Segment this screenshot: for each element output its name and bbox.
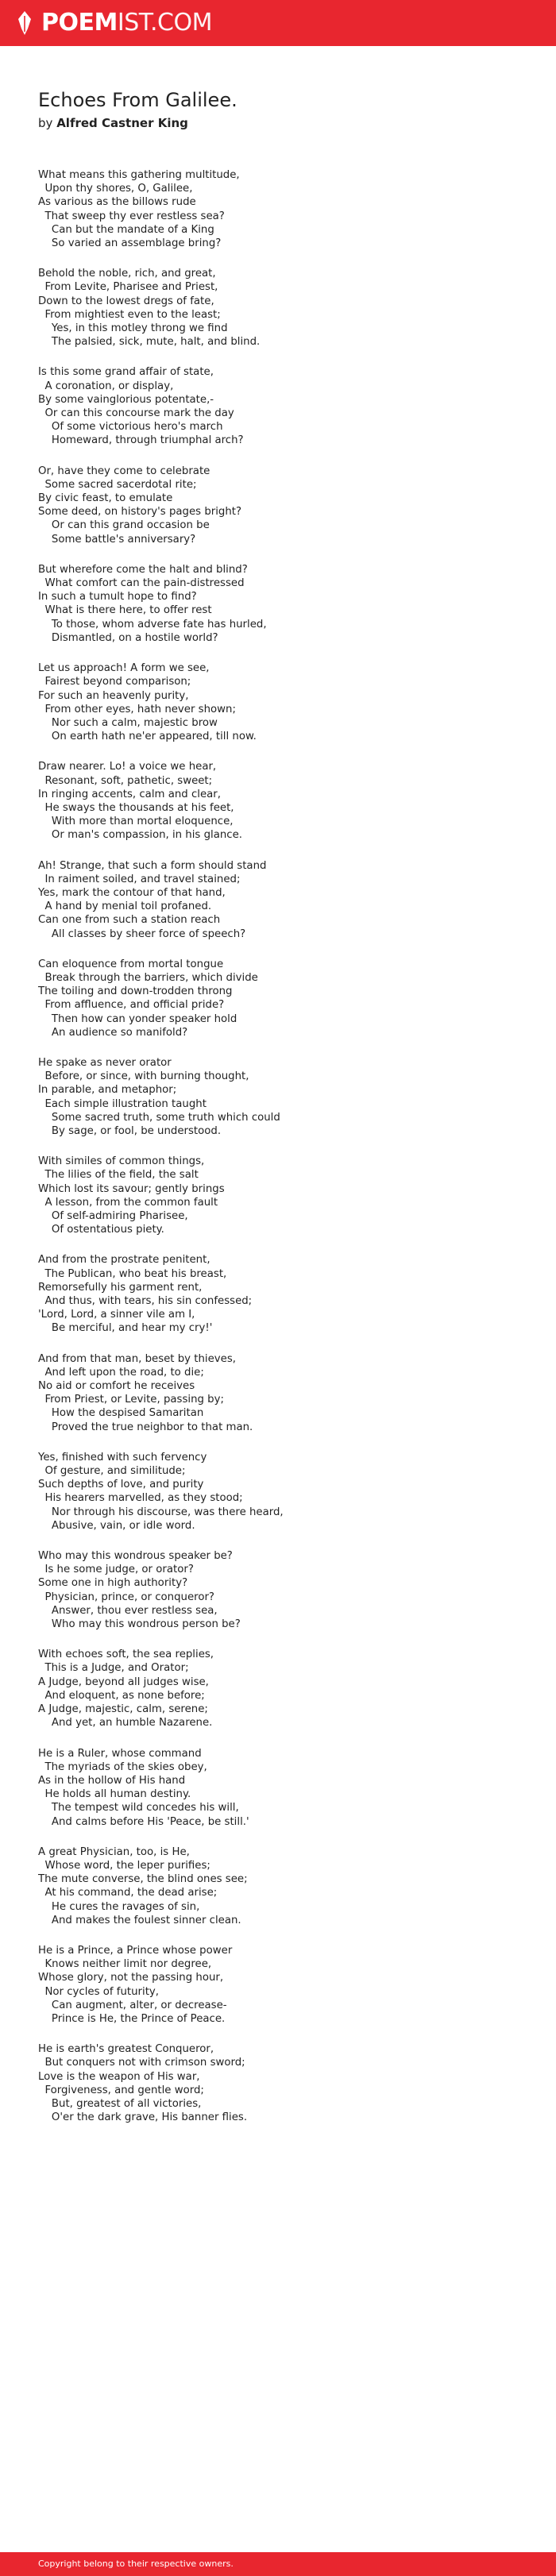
poem-line: Some one in high authority?	[38, 1577, 188, 1590]
poem-line: He is earth's greatest Conqueror,	[38, 2043, 214, 2056]
poem-line: In ringing accents, calm and clear,	[38, 788, 221, 800]
poem-line: Physician, prince, or conqueror?	[38, 1591, 214, 1603]
poem-line: Prince is He, the Prince of Peace.	[38, 2012, 226, 2025]
poem-line: Nor such a calm, majestic brow	[38, 716, 218, 729]
stanza	[38, 1056, 531, 1138]
poem-line: The Publican, who beat his breast,	[38, 1267, 227, 1280]
poem-line: Then how can yonder speaker hold	[38, 1012, 237, 1025]
poem-line: And thus, with tears, his sin confessed;	[38, 1295, 253, 1308]
poem-line: Fairest beyond comparison;	[38, 676, 191, 688]
poem-line: As in the hollow of His hand	[38, 1774, 186, 1787]
poem-line: Can augment, alter, or decrease-	[38, 1999, 227, 2011]
poem-line: From mightiest even to the least;	[38, 308, 221, 321]
poem-line: Who may this wondrous speaker be?	[38, 1550, 233, 1563]
site-footer	[0, 2552, 556, 2576]
poem-line: Upon thy shores, O, Galilee,	[38, 183, 193, 195]
poem-line: The palsied, sick, mute, halt, and blind.	[38, 336, 261, 349]
stanza	[38, 1944, 531, 2026]
stanza	[38, 1648, 531, 1730]
stanza	[38, 1253, 531, 1335]
poem-line: He cures the ravages of sin,	[38, 1900, 200, 1913]
poem-line: He is a Ruler, whose command	[38, 1747, 202, 1760]
poem-line: And from the prostrate penitent,	[38, 1254, 210, 1267]
poem-line: And from that man, beset by thieves,	[38, 1352, 236, 1365]
poem-line: Some battle's anniversary?	[38, 533, 196, 546]
site-logo[interactable]	[17, 7, 212, 39]
stanza	[38, 1155, 531, 1236]
copyright-text: Copyright belong to their respective owners.	[38, 2559, 234, 2569]
poem-line: So varied an assemblage bring?	[38, 237, 222, 250]
poem-line: From Priest, or Levite, passing by;	[38, 1394, 224, 1406]
stanza	[38, 1845, 531, 1927]
poem-line: And left upon the road, to die;	[38, 1366, 204, 1379]
poem-line: Love is the weapon of His war,	[38, 2070, 200, 2083]
logo-text-bold: POEM	[41, 9, 118, 37]
poem-line: Behold the noble, rich, and great,	[38, 268, 216, 280]
poem-line: For such an heavenly purity,	[38, 689, 189, 702]
poem-line: Whose glory, not the passing hour,	[38, 1972, 224, 1984]
poem-line: That sweep thy ever restless sea?	[38, 210, 225, 222]
poem-line: Resonant, soft, pathetic, sweet;	[38, 774, 213, 787]
poem-line: How the despised Samaritan	[38, 1407, 204, 1420]
poem-line: To those, whom adverse fate has hurled,	[38, 618, 267, 631]
stanza	[38, 267, 531, 349]
stanza	[38, 859, 531, 941]
poem-line: Remorsefully his garment rent,	[38, 1281, 203, 1294]
poem-line: No aid or comfort he receives	[38, 1380, 195, 1393]
poem-line: Answer, thou ever restless sea,	[38, 1604, 218, 1617]
poem-line: Of ostentatious piety.	[38, 1224, 164, 1236]
byline	[38, 114, 531, 132]
poem-line: Draw nearer. Lo! a voice we hear,	[38, 761, 217, 773]
poem-line: Yes, in this motley throng we find	[38, 322, 228, 335]
poem-line: Can one from such a station reach	[38, 914, 221, 927]
stanza	[38, 958, 531, 1039]
poem-line: Nor through his discourse, was there heard,	[38, 1506, 284, 1518]
poem-line: The lilies of the field, the salt	[38, 1169, 199, 1182]
poem-line: Can eloquence from mortal tongue	[38, 958, 224, 970]
poem-line: A coronation, or display,	[38, 380, 174, 392]
poem-line: Of some victorious hero's march	[38, 421, 223, 434]
poem-line: Some deed, on history's pages bright?	[38, 506, 242, 519]
poem-line: And makes the foulest sinner clean.	[38, 1914, 241, 1926]
poem-line: The myriads of the skies obey,	[38, 1760, 207, 1773]
poem-title: Echoes From Galilee.	[38, 89, 237, 111]
poem-line: Which lost its savour; gently brings	[38, 1182, 225, 1195]
poem-line: In such a tumult hope to find?	[38, 591, 197, 604]
quill-icon	[17, 11, 32, 35]
poem-line: As various as the billows rude	[38, 196, 196, 209]
poem-line: What is there here, to offer rest	[38, 604, 212, 617]
poem-line: In parable, and metaphor;	[38, 1084, 177, 1097]
poem-line: A Judge, majestic, calm, serene;	[38, 1703, 208, 1716]
poem-line: Whose word, the leper purifies;	[38, 1859, 210, 1872]
poem-line: What means this gathering multitude,	[38, 169, 240, 181]
poem-line: Such depths of love, and purity	[38, 1479, 204, 1491]
poem-line: He sways the thousands at his feet,	[38, 801, 234, 814]
poem-line: He is a Prince, a Prince whose power	[38, 1944, 233, 1957]
poem-line: He holds all human destiny.	[38, 1788, 191, 1801]
poem-line: Or, have they come to celebrate	[38, 465, 210, 477]
poem-line: Proved the true neighbor to that man.	[38, 1421, 253, 1433]
poem-line: Or can this concourse mark the day	[38, 407, 234, 420]
poem-line: Break through the barriers, which divide	[38, 971, 258, 984]
poem-line: 'Lord, Lord, a sinner vile am I,	[38, 1309, 195, 1321]
stanza	[38, 1451, 531, 1533]
stanza	[38, 1352, 531, 1434]
poem-line: Or can this grand occasion be	[38, 519, 210, 532]
stanza	[38, 2042, 531, 2124]
poem-line: Yes, finished with such fervency	[38, 1451, 207, 1463]
poem-line: Abusive, vain, or idle word.	[38, 1519, 195, 1532]
poem-line: An audience so manifold?	[38, 1026, 188, 1039]
poem-line: A great Physician, too, is He,	[38, 1845, 190, 1858]
poem-line: Each simple illustration taught	[38, 1097, 207, 1110]
poem-line: Is he some judge, or orator?	[38, 1564, 194, 1576]
stanza	[38, 1549, 531, 1631]
poem-line: With echoes soft, the sea replies,	[38, 1649, 214, 1661]
poem-line: Knows neither limit nor degree,	[38, 1958, 212, 1971]
poem-line: The toiling and down-trodden throng	[38, 985, 233, 998]
poem-line: His hearers marvelled, as they stood;	[38, 1492, 243, 1505]
stanza	[38, 760, 531, 842]
poem-line: But, greatest of all victories,	[38, 2097, 202, 2110]
poem-line: Homeward, through triumphal arch?	[38, 434, 244, 447]
poem-line: With similes of common things,	[38, 1155, 205, 1168]
poem-line: Forgiveness, and gentle word;	[38, 2084, 204, 2096]
stanza	[38, 465, 531, 546]
poem-line: O'er the dark grave, His banner flies.	[38, 2111, 248, 2124]
poem-body	[38, 168, 531, 2124]
poem-line: Down to the lowest dregs of fate,	[38, 295, 214, 307]
stanza	[38, 661, 531, 743]
poem-line: Is this some grand affair of state,	[38, 366, 214, 379]
poem-line: A Judge, beyond all judges wise,	[38, 1676, 209, 1688]
poem-line: By sage, or fool, be understood.	[38, 1124, 222, 1137]
poem-line: Of gesture, and similitude;	[38, 1465, 186, 1478]
site-logo-text	[41, 7, 212, 39]
poem-line: Or man's compassion, in his glance.	[38, 829, 243, 842]
poem-line: Dismantled, on a hostile world?	[38, 631, 218, 644]
poem-line: With more than mortal eloquence,	[38, 816, 234, 828]
author-name[interactable]: Alfred Castner King	[56, 116, 188, 130]
poem-line: From Levite, Pharisee and Priest,	[38, 281, 218, 294]
poem-line: From affluence, and official pride?	[38, 999, 225, 1012]
poem-line: Be merciful, and hear my cry!'	[38, 1322, 213, 1335]
stanza	[38, 1747, 531, 1829]
poem-line: Before, or since, with burning thought,	[38, 1070, 249, 1083]
poem-line: The mute converse, the blind ones see;	[38, 1873, 248, 1886]
poem-line: This is a Judge, and Orator;	[38, 1662, 189, 1675]
poem-line: A lesson, from the common fault	[38, 1196, 218, 1209]
poem-line: From other eyes, hath never shown;	[38, 703, 236, 715]
site-header	[0, 0, 556, 46]
stanza	[38, 365, 531, 447]
poem-line: And calms before His 'Peace, be still.'	[38, 1815, 249, 1828]
poem-line: In raiment soiled, and travel stained;	[38, 873, 241, 885]
poem-line: What comfort can the pain-distressed	[38, 577, 245, 590]
poem-line: But wherefore come the halt and blind?	[38, 563, 248, 576]
poem-line: And yet, an humble Nazarene.	[38, 1717, 213, 1730]
poem-line: Let us approach! A form we see,	[38, 662, 210, 675]
poem-line: By some vainglorious potentate,-	[38, 393, 214, 406]
poem-line: Yes, mark the contour of that hand,	[38, 886, 226, 899]
poem-line: But conquers not with crimson sword;	[38, 2057, 245, 2069]
poem-line: On earth hath ne'er appeared, till now.	[38, 731, 257, 743]
poem-line: Who may this wondrous person be?	[38, 1618, 241, 1631]
poem-line: And eloquent, as none before;	[38, 1689, 205, 1702]
poem-line: Can but the mandate of a King	[38, 223, 214, 236]
poem-line: Some sacred sacerdotal rite;	[38, 478, 197, 491]
poem-line: At his command, the dead arise;	[38, 1887, 218, 1899]
poem-line: Some sacred truth, some truth which could	[38, 1111, 280, 1124]
stanza	[38, 563, 531, 645]
poem-content	[38, 87, 531, 2141]
poem-line: By civic feast, to emulate	[38, 492, 173, 505]
logo-text-thin: IST.COM	[117, 9, 212, 37]
poem-line: Of self-admiring Pharisee,	[38, 1210, 188, 1222]
poem-line: He spake as never orator	[38, 1056, 172, 1069]
poem-line: Ah! Strange, that such a form should stand	[38, 859, 267, 872]
poem-line: Nor cycles of futurity,	[38, 1985, 160, 1998]
poem-line: The tempest wild concedes his will,	[38, 1802, 239, 1814]
byline-prefix: by	[38, 116, 53, 130]
stanza	[38, 168, 531, 250]
poem-line: A hand by menial toil profaned.	[38, 900, 212, 913]
poem-line: All classes by sheer force of speech?	[38, 927, 246, 940]
